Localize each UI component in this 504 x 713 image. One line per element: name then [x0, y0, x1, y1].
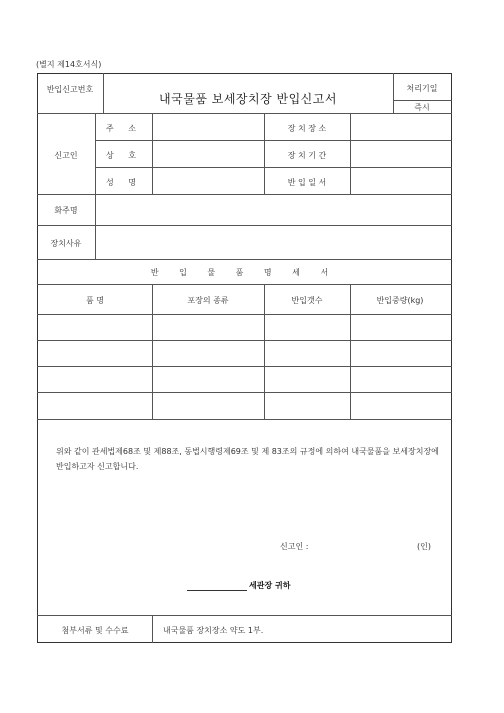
- storage-place-field[interactable]: [351, 114, 451, 139]
- divider: [37, 259, 452, 260]
- report-number-label: 반입신고번호: [46, 85, 94, 94]
- address-label: 주 소: [106, 124, 142, 133]
- storage-place-label: 장 치 장 소: [287, 124, 327, 133]
- divider: [393, 100, 452, 101]
- processing-period-label: 처리기일: [406, 84, 438, 93]
- storage-period-field[interactable]: [351, 141, 451, 166]
- company-label: 상 호: [106, 151, 142, 160]
- table-row[interactable]: [38, 367, 451, 391]
- owner-field[interactable]: [96, 195, 451, 224]
- column-header-item-name: 품 명: [86, 296, 104, 305]
- addressee: 세관장 귀하: [249, 581, 291, 590]
- table-row[interactable]: [38, 315, 451, 339]
- attachments-value: 내국물품 장치장소 약도 1부.: [163, 626, 264, 635]
- column-header-weight: 반입중량(kg): [376, 296, 424, 305]
- declarant-label: 신고인: [54, 151, 78, 160]
- processing-period-value: 즉시: [414, 103, 430, 112]
- storage-period-label: 장 치 기 간: [287, 151, 327, 160]
- divider: [103, 73, 104, 113]
- divider: [37, 419, 452, 420]
- divider: [37, 615, 452, 616]
- address-field[interactable]: [153, 114, 263, 139]
- form-number: (별지 제14호서식): [36, 60, 102, 69]
- company-field[interactable]: [153, 141, 263, 166]
- owner-label: 화주명: [54, 206, 78, 215]
- table-row[interactable]: [38, 341, 451, 365]
- storage-reason-field[interactable]: [96, 226, 451, 258]
- divider: [37, 284, 452, 285]
- entry-date-label: 반 입 일 서: [287, 178, 327, 187]
- table-row[interactable]: [38, 393, 451, 418]
- office-name-blank[interactable]: [187, 590, 247, 591]
- details-section-title: 반 입 물 품 명 세 서: [150, 268, 338, 277]
- divider: [393, 73, 394, 113]
- divider: [264, 113, 265, 194]
- name-field[interactable]: [153, 168, 263, 193]
- page-title: 내국물품 보세장치장 반입신고서: [159, 92, 337, 106]
- name-label: 성 명: [106, 178, 142, 187]
- declarant-sign-label: 신고인 :: [280, 542, 309, 551]
- declaration-statement: 위와 같이 관세법제68조 및 제88조, 동법시행령제69조 및 제 83조의 규정에 의하여 내국물품을 보세장치장에 반입하고자 신고합니다.: [56, 447, 439, 471]
- seal-mark: (인): [417, 542, 431, 551]
- entry-date-field[interactable]: [351, 168, 451, 193]
- divider: [152, 615, 153, 643]
- attachments-label: 첨부서류 및 수수료: [61, 626, 129, 635]
- column-header-quantity: 반입갯수: [291, 296, 323, 305]
- column-header-package-type: 포장의 종류: [187, 296, 229, 305]
- storage-reason-label: 장치사유: [50, 239, 82, 248]
